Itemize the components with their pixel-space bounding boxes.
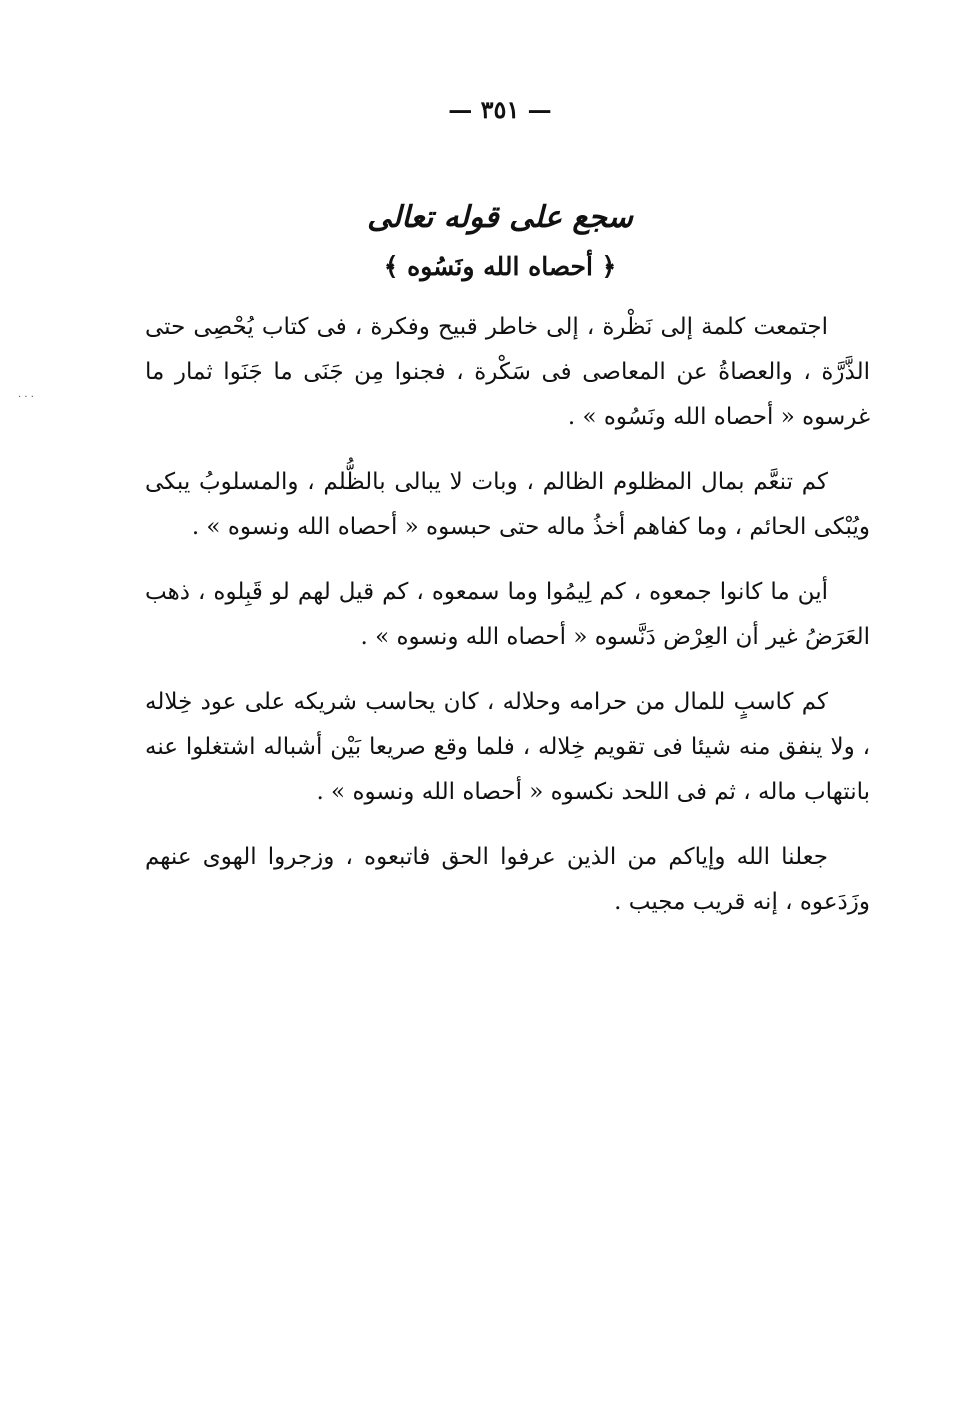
paragraph-5: جعلنا الله وإياكم من الذين عرفوا الحق فاتبعوه ، وزجروا الهوى عنهم وزَدَعوه ، إنه قريب مجيب . (145, 844, 870, 915)
page-number: — ٣٥١ — (448, 95, 552, 124)
paragraph-2: كم تنعَّم بمال المظلوم الظالم ، وبات لا يبالى بالظُّلم ، والمسلوبُ يبكى ويُبْكى الحائم ، وما كفاهم أخذُ ماله حتى حبسوه « أحصاه الله ونسوه » . (145, 469, 870, 540)
margin-mark: · · · (18, 392, 34, 403)
paragraph-4: كم كاسبٍ للمال من حرامه وحلاله ، كان يحاسب شريكه على عود خِلاله ، ولا ينفق منه شيئا فى تقويم خِلاله ، فلما وقع صريعا بَيْن أشباله اشتغلوا عنه بانتهاب ماله ، ثم فى اللحد نكسوه « أحصاه الله ونسوه » . (145, 689, 870, 805)
body-text (145, 305, 870, 945)
paragraph-3: أين ما كانوا جمعوه ، كم لِيمُوا وما سمعوه ، كم قيل لهم لو قَبِلوه ، ذهب العَرَضُ غير أن العِرْض دَنَّسوه « أحصاه الله ونسوه » . (145, 579, 870, 650)
section-title: سجع على قوله تعالى (367, 200, 633, 235)
verse-heading: ﴿ أحصاه الله ونَسُوه ﴾ (383, 252, 617, 281)
paragraph-1: اجتمعت كلمة إلى نَظْرة ، إلى خاطر قبيح وفكرة ، فى كتاب يُحْصِى حتى الذَّرَّة ، والعصاةُ عن المعاصى فى سَكْرة ، فجنوا مِن جَنَى ما جَنَوا ثمار ما غرسوه « أحصاه الله ونَسُوه » . (145, 314, 870, 430)
